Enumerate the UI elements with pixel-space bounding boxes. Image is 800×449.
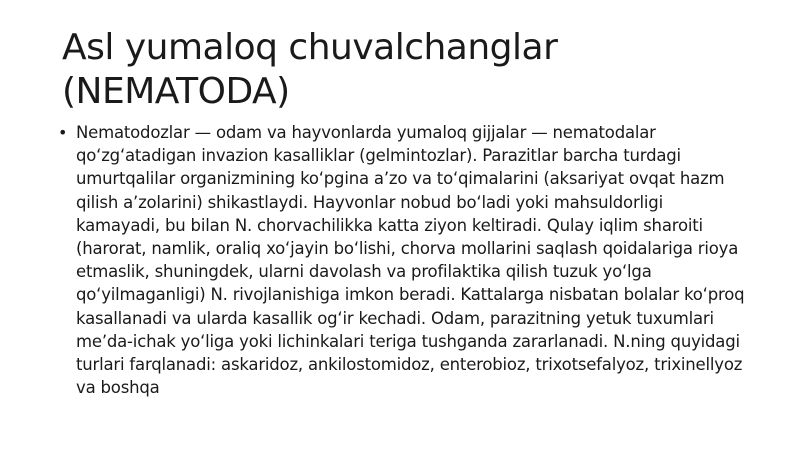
bullet-icon: • — [58, 123, 68, 142]
slide-title-line2: (NEMATODA) — [62, 71, 290, 112]
slide-title — [62, 26, 762, 114]
slide-body — [58, 121, 748, 399]
slide-title-line1: Asl yumaloq chuvalchanglar — [62, 27, 558, 68]
bullet-item — [58, 121, 748, 399]
bullet-text: Nematodozlar — odam va hayvonlarda yumaloq gijjalar — nematodalar qoʻzgʻatadigan invazion kasalliklar (gelmintozlar). Parazitlar barcha turdagi umurtqalilar organizmining koʻpgina aʼzo va toʻqimalarini (aksariyat ovqat hazm qilish aʼzolarini) shikastlaydi. Hayvonlar nobud boʻladi yoki mahsuldorligi kamayadi, bu bilan N. chorvachilikka katta ziyon keltiradi. Qulay iqlim sharoiti (harorat, namlik, oraliq xoʻjayin boʻlishi, chorva mollarini saqlash qoidalariga rioya etmaslik, shuningdek, ularni davolash va profilaktika qilish tuzuk yoʻlga qoʻyilmaganligi) N. rivojlanishiga imkon beradi. Kattalarga nisbatan bolalar koʻproq kasallanadi va ularda kasallik ogʻir kechadi. Odam, parazitning yetuk tuxumlari meʼda-ichak yoʻliga yoki lichinkalari teriga tushganda zararlanadi. N.ning quyidagi turlari farqlanadi: askaridoz, ankilostomidoz, enterobioz, trixotsefalyoz, trixinellyoz va boshqa — [76, 123, 745, 398]
